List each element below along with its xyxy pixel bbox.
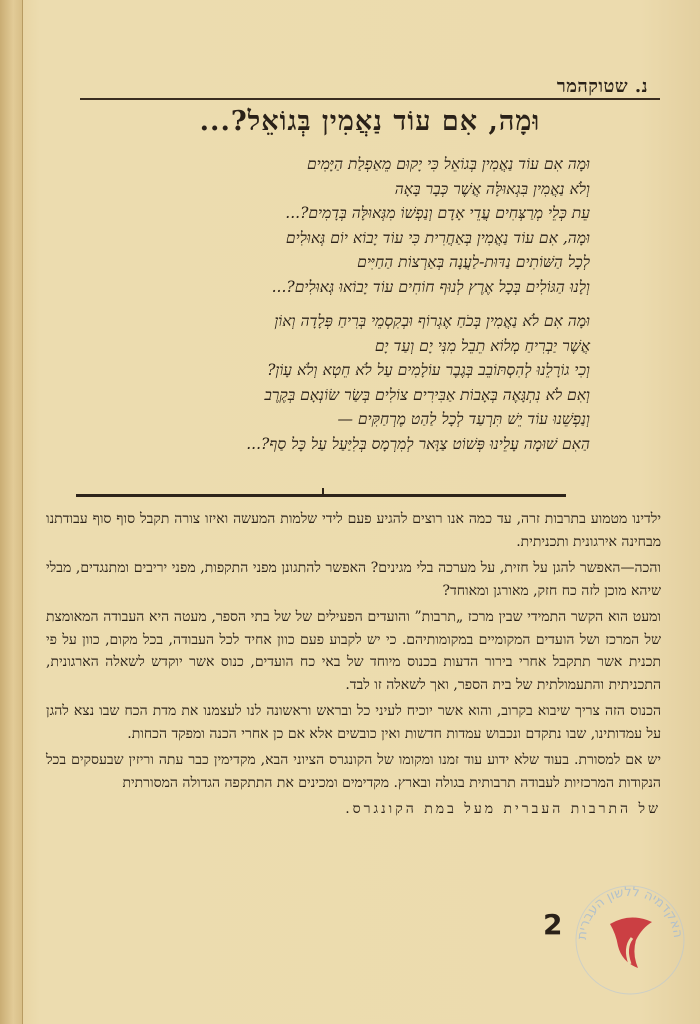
poem-line: הַאִם שׁוּמָה עָלֵינוּ פְּשׁוֹט צַוָּאר לְמִרְמָס בְּלִיַּעַל עַל כָּל סַף?... (246, 434, 590, 453)
article-paragraph: והכה—האפשר להגן על חזית, על מערכה בלי מגינים? האפשר להתגונן מפני התקפות, מפני יריבים ומתנגדים, מבלי שיהא מוכן לזה כח חזק, מאורגן ומאוחד? (46, 560, 661, 599)
article-paragraph: ומעט הוא הקשר התמידי שבין מרכז „תרבות” והועדים הפעילים של של בתי הספר, מעטה היא העבודה המאומצת של המרכז ושל הועדים המקומיים במקומותיהם. כי יש לקבוע פעם כוון אחיד לכל העבודה, בכל מקום, כוון על פי תכנית אשר תתקבל אחרי בירור הדעות בכנוס מיוחד של באי כח הועדים, כנוס אשר יוקדש לשאלה הארגונית, התכניתית והתעמולתית של בית הספר, ואך לשאלה זו לבד. (46, 609, 661, 693)
section-divider (76, 494, 566, 497)
section-divider-tick (322, 488, 324, 496)
poem-stanza-2 (90, 309, 590, 456)
article-paragraph: ילדינו מטמוע בתרבות זרה, עד כמה אנו רוצים להגיע פעם לידי שלמות המעשה ואיזו צורה תקבל סוף סוף עבודתנו מבחינה אירגונית ותכניתית. (46, 511, 661, 550)
poem-line: לְכָל הַשּׁוֹתִים נַדּוּת-לַעֲנָה בְּאַרְצוֹת הַחַיִּים (357, 253, 590, 271)
poem-stanza-1 (90, 152, 590, 299)
page-binding-edge (0, 0, 23, 1024)
poem-title: וּמָה, אִם עוֹד נַאֲמִין בְּגוֹאֵל?... (199, 106, 541, 137)
poem-line: וּמָה, אִם עוֹד נַאֲמִין בְּאַחֲרִית כִּי עוֹד יָבוֹא יוֹם גְּאוּלִים (285, 228, 590, 247)
poem-line: וּמָה אִם עוֹד נַאֲמִין בְּגוֹאֵל כִּי יָקוּם מֵאַפְלַת הַיָּמִים (306, 155, 590, 173)
page-number: 2 (543, 908, 563, 941)
author-name: נ. שטוקהמר (556, 76, 648, 97)
seal-text: האקדמיה ללשון העברית (574, 884, 686, 941)
author-divider (80, 98, 660, 100)
poem-line: וּמָה אִם לֹא נַאֲמִין בְּכֹחַ אֶגְרוֹף וּבְקִסְמֵי בְּרִיחַ פְּלָדָה וְאוֹן (274, 312, 590, 330)
article-paragraph: הכנוס הזה צריך שיבוא בקרוב, והוא אשר יוכיח לעיני כל ובראש וראשונה לנו לעצמנו את מדת הכח שבו נצא להגן על עמדותינו, שבו נתקדם ונכבוש עמדות חדשות ואין כובשים אלא אם כן אחרי הכנה ומפקד הכחות. (46, 703, 661, 742)
poem-line: וְנַפְשֵׁנוּ עוֹד יֵשׁ תִּרְעַד לְכָל לַהַט מֶרְחַקִּים — (337, 410, 590, 428)
article-paragraph: יש אם למסורת. בעוד שלא ידוע עוד זמנו ומקומו של הקונגרס הציוני הבא, מקדימין כבר עתה וריזין שבעסקים בכל הנקודות המרכזיות לעבודה תרבותית בגולה ובארץ. מקדימים ומכינים את התתקפה הגדולה המסורתית (46, 752, 661, 791)
poem-line: עֵת כְּלֵי מְרַצְּחִים עֲדֵי אָדָם וְנַפְשׁוֹ מִגְּאוּלָּה בְּדָמִים?... (285, 204, 590, 222)
poem-line: וְלֹא נַאֲמִין בִּגְאוּלָּה אֲשֶׁר כְּבָר בָּאָה (394, 179, 590, 198)
poem-line: וְכִי גוֹרָלֵנוּ לְהִסְתּוֹבֵב בְּגֶבֶר עוֹלָמִים עַל לֹא חֵטְא וְלֹא עָוֹן? (267, 361, 590, 379)
poem-line: וְלָנוּ הַגּוֹלִים בְּכָל אֶרֶץ לְנוּף חוֹחִים עוֹד יָבוֹאוּ גְּאוּלִים?... (271, 277, 590, 296)
academy-seal-icon (572, 882, 688, 998)
article-body (46, 508, 661, 825)
poem-body (90, 152, 590, 466)
poem-line: וְאִם לֹא נִתְגָּאֶה בְּאָבוֹת אַבִּירִים צוֹלִים בְּשַׂר שׂוֹנְאָם בְּקֶרֶב (264, 385, 590, 404)
article-paragraph: של התרבות העברית מעל במת הקונגרס. (345, 801, 661, 817)
poem-line: אֲשֶׁר יַבְרִיחַ מְלוֹא תֵבֵל מִנִּי יָם וְעַד יָם (374, 336, 590, 355)
